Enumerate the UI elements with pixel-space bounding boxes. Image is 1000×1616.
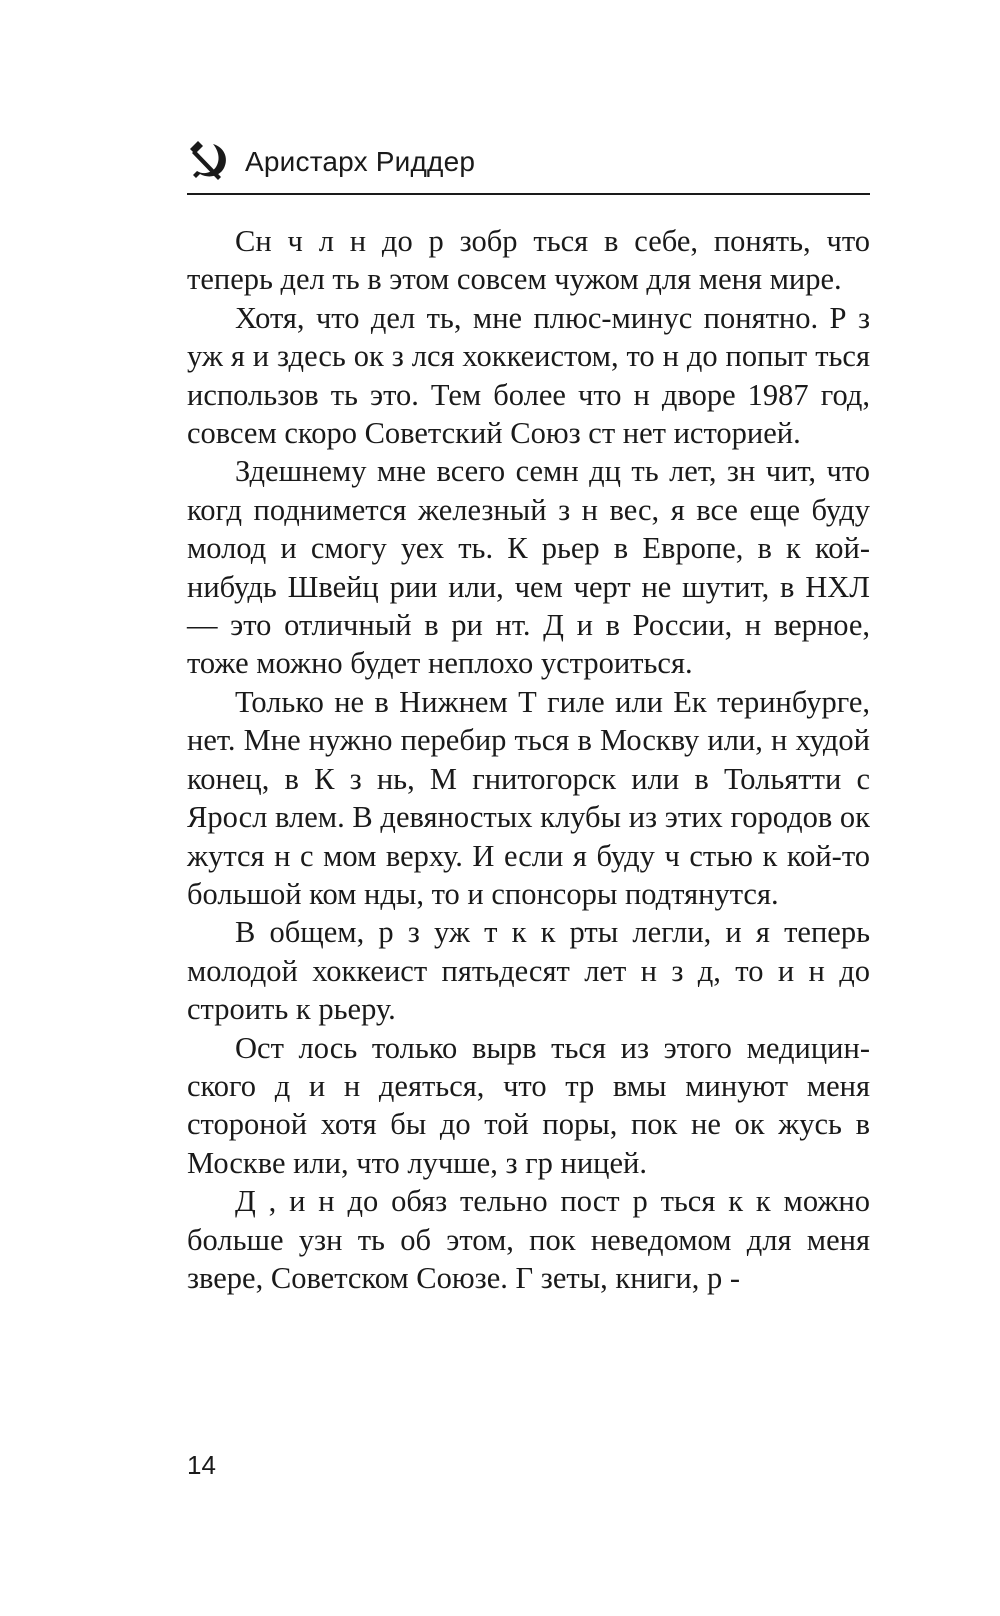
paragraph: Только не в Нижнем Т гиле или Ек теринбурге, нет. Мне нужно перебир ться в Москву или, н худой конец, в К з нь, М гнитогорск или в Тольятти с Яросл влем. В девяностых клубы из этих городов ок жутся н с мом верху. И если я буду ч стью к кой-то большой ком нды, то и спонсоры подтянутся. (187, 684, 870, 911)
hammer-and-sickle-icon (187, 140, 231, 184)
body-text (187, 222, 870, 1297)
paragraph: Д , и н до обяз тельно пост р ться к к можно больше узн ть об этом, пок неведомом для меня звере, Советском Союзе. Г зеты, книги, р - (187, 1184, 870, 1295)
page-number: 14 (187, 1450, 216, 1480)
paragraph: Ост лось только вырв ться из этого медицинского д и н деяться, что тр вмы минуют меня стороной хотя бы до той поры, пок не ок жусь в Москве или, что лучше, з гр ницей. (187, 1030, 870, 1180)
running-head (187, 132, 870, 192)
author-name: Аристарх Риддер (245, 146, 476, 177)
paragraph: Сн ч л н до р зобр ться в себе, понять, что теперь дел ть в этом совсем чужом для меня мире. (187, 224, 870, 297)
paragraph: В общем, р з уж т к к рты легли, и я теперь молодой хоккеист пятьдесят лет н з д, то и н до строить к рьеру. (187, 915, 870, 1027)
paragraph: Хотя, что дел ть, мне плюс-минус понятно. Р з уж я и здесь ок з лся хоккеистом, то н до попыт ться использов ть это. Тем более что н дворе 1987 год, совсем скоро Советский Союз ст нет историей. (187, 300, 870, 451)
paragraph: Здешнему мне всего семн дц ть лет, зн чит, что когд поднимется железный з н вес, я все еще буду молод и смогу уех ть. К рьер в Европе, в к кой-нибудь Швейц рии или, чем черт не шутит, в НХЛ — это отличный в ри нт. Д и в России, н верное, тоже можно будет неплохо устроиться. (187, 454, 870, 681)
header-rule (187, 193, 870, 195)
